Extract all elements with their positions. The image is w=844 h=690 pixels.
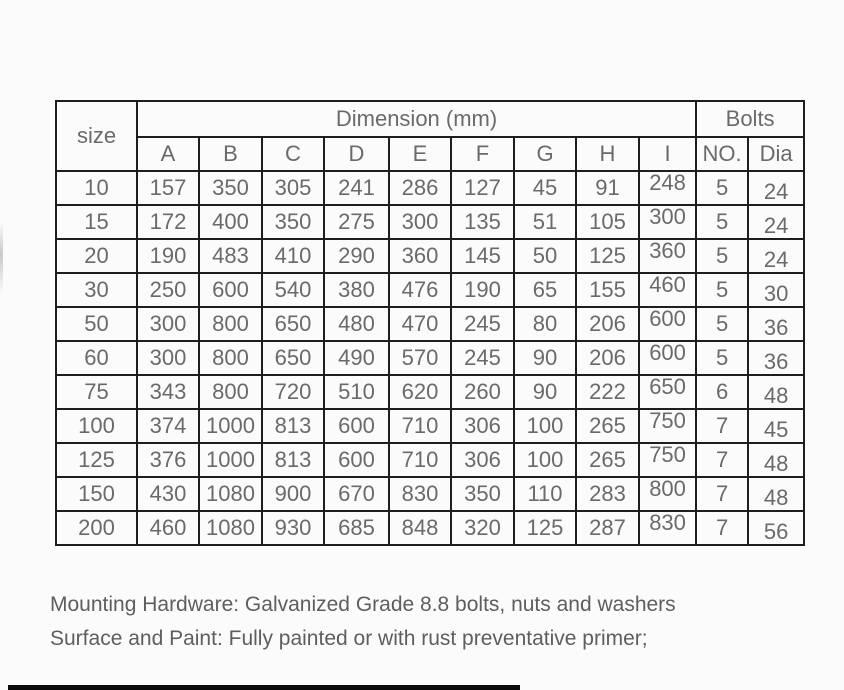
value-cell: 480: [324, 307, 389, 341]
value-cell: 260: [451, 375, 514, 409]
value-cell: 374: [137, 409, 199, 443]
table-row: [56, 409, 804, 443]
table-row: [56, 375, 804, 409]
value-cell: 5: [696, 171, 748, 205]
value-cell: 51: [514, 205, 576, 239]
size-cell: 20: [56, 239, 137, 273]
value-cell: 1080: [199, 511, 262, 545]
value-cell: 5: [696, 205, 748, 239]
value-cell: 1000: [199, 443, 262, 477]
value-cell: 360: [389, 239, 451, 273]
value-cell: 750: [639, 443, 696, 477]
value-cell: 380: [324, 273, 389, 307]
value-cell: 320: [451, 511, 514, 545]
value-cell: 460: [639, 273, 696, 307]
header-row-groups: [56, 101, 804, 137]
size-cell: 100: [56, 409, 137, 443]
column-header-dia: Dia: [748, 137, 804, 171]
value-cell: 5: [696, 341, 748, 375]
bottom-edge-bar: [8, 685, 520, 690]
value-cell: 30: [748, 273, 804, 307]
size-cell: 150: [56, 477, 137, 511]
value-cell: 400: [199, 205, 262, 239]
value-cell: 125: [514, 511, 576, 545]
value-cell: 145: [451, 239, 514, 273]
value-cell: 430: [137, 477, 199, 511]
value-cell: 206: [576, 307, 639, 341]
value-cell: 600: [639, 341, 696, 375]
value-cell: 710: [389, 443, 451, 477]
size-cell: 15: [56, 205, 137, 239]
value-cell: 45: [748, 409, 804, 443]
value-cell: 350: [451, 477, 514, 511]
value-cell: 155: [576, 273, 639, 307]
column-header-h: H: [576, 137, 639, 171]
value-cell: 930: [262, 511, 324, 545]
value-cell: 206: [576, 341, 639, 375]
value-cell: 813: [262, 409, 324, 443]
value-cell: 56: [748, 511, 804, 545]
value-cell: 7: [696, 477, 748, 511]
value-cell: 1080: [199, 477, 262, 511]
value-cell: 570: [389, 341, 451, 375]
size-cell: 50: [56, 307, 137, 341]
value-cell: 650: [262, 307, 324, 341]
value-cell: 800: [199, 375, 262, 409]
column-header-g: G: [514, 137, 576, 171]
value-cell: 287: [576, 511, 639, 545]
table-row: [56, 307, 804, 341]
value-cell: 190: [137, 239, 199, 273]
value-cell: 476: [389, 273, 451, 307]
value-cell: 710: [389, 409, 451, 443]
table-body: [56, 171, 804, 545]
value-cell: 483: [199, 239, 262, 273]
value-cell: 460: [137, 511, 199, 545]
bolts-group-header: Bolts: [696, 101, 804, 137]
value-cell: 105: [576, 205, 639, 239]
value-cell: 90: [514, 375, 576, 409]
value-cell: 800: [199, 341, 262, 375]
value-cell: 600: [199, 273, 262, 307]
value-cell: 250: [137, 273, 199, 307]
value-cell: 36: [748, 307, 804, 341]
value-cell: 90: [514, 341, 576, 375]
value-cell: 135: [451, 205, 514, 239]
mounting-hardware-note: Mounting Hardware: Galvanized Grade 8.8 bolts, nuts and washers: [50, 593, 676, 616]
value-cell: 5: [696, 307, 748, 341]
value-cell: 190: [451, 273, 514, 307]
column-header-c: C: [262, 137, 324, 171]
size-cell: 60: [56, 341, 137, 375]
value-cell: 24: [748, 239, 804, 273]
value-cell: 48: [748, 375, 804, 409]
value-cell: 650: [639, 375, 696, 409]
value-cell: 248: [639, 171, 696, 205]
value-cell: 110: [514, 477, 576, 511]
value-cell: 350: [199, 171, 262, 205]
value-cell: 5: [696, 273, 748, 307]
value-cell: 720: [262, 375, 324, 409]
value-cell: 5: [696, 239, 748, 273]
value-cell: 7: [696, 443, 748, 477]
value-cell: 125: [576, 239, 639, 273]
value-cell: 600: [324, 443, 389, 477]
value-cell: 100: [514, 443, 576, 477]
size-cell: 10: [56, 171, 137, 205]
table-row: [56, 341, 804, 375]
value-cell: 600: [639, 307, 696, 341]
surface-paint-note: Surface and Paint: Fully painted or with rust preventative primer;: [50, 627, 648, 650]
table-row: [56, 171, 804, 205]
table-row: [56, 273, 804, 307]
dimension-group-header: Dimension (mm): [137, 101, 696, 137]
value-cell: 600: [324, 409, 389, 443]
value-cell: 7: [696, 409, 748, 443]
value-cell: 470: [389, 307, 451, 341]
value-cell: 685: [324, 511, 389, 545]
column-header-i: I: [639, 137, 696, 171]
value-cell: 343: [137, 375, 199, 409]
value-cell: 48: [748, 443, 804, 477]
value-cell: 830: [639, 511, 696, 545]
value-cell: 650: [262, 341, 324, 375]
value-cell: 300: [137, 307, 199, 341]
value-cell: 172: [137, 205, 199, 239]
column-header-d: D: [324, 137, 389, 171]
value-cell: 290: [324, 239, 389, 273]
size-cell: 125: [56, 443, 137, 477]
value-cell: 241: [324, 171, 389, 205]
value-cell: 157: [137, 171, 199, 205]
value-cell: 300: [137, 341, 199, 375]
value-cell: 50: [514, 239, 576, 273]
value-cell: 245: [451, 307, 514, 341]
table-row: [56, 511, 804, 545]
dimension-table-container: [55, 100, 805, 546]
value-cell: 306: [451, 409, 514, 443]
value-cell: 283: [576, 477, 639, 511]
value-cell: 7: [696, 511, 748, 545]
value-cell: 800: [639, 477, 696, 511]
value-cell: 80: [514, 307, 576, 341]
value-cell: 265: [576, 443, 639, 477]
size-cell: 75: [56, 375, 137, 409]
dimension-table: [55, 100, 805, 546]
value-cell: 24: [748, 171, 804, 205]
value-cell: 48: [748, 477, 804, 511]
value-cell: 350: [262, 205, 324, 239]
header-row-columns: [56, 137, 804, 171]
value-cell: 1000: [199, 409, 262, 443]
value-cell: 540: [262, 273, 324, 307]
value-cell: 800: [199, 307, 262, 341]
table-row: [56, 205, 804, 239]
value-cell: 305: [262, 171, 324, 205]
value-cell: 6: [696, 375, 748, 409]
value-cell: 670: [324, 477, 389, 511]
value-cell: 245: [451, 341, 514, 375]
value-cell: 300: [389, 205, 451, 239]
column-header-e: E: [389, 137, 451, 171]
value-cell: 900: [262, 477, 324, 511]
value-cell: 265: [576, 409, 639, 443]
size-cell: 30: [56, 273, 137, 307]
value-cell: 490: [324, 341, 389, 375]
column-header-f: F: [451, 137, 514, 171]
value-cell: 65: [514, 273, 576, 307]
size-column-header: size: [56, 101, 137, 171]
value-cell: 360: [639, 239, 696, 273]
value-cell: 306: [451, 443, 514, 477]
value-cell: 286: [389, 171, 451, 205]
value-cell: 36: [748, 341, 804, 375]
column-header-a: A: [137, 137, 199, 171]
value-cell: 300: [639, 205, 696, 239]
table-row: [56, 239, 804, 273]
value-cell: 275: [324, 205, 389, 239]
value-cell: 410: [262, 239, 324, 273]
value-cell: 510: [324, 375, 389, 409]
value-cell: 100: [514, 409, 576, 443]
value-cell: 127: [451, 171, 514, 205]
table-row: [56, 443, 804, 477]
value-cell: 45: [514, 171, 576, 205]
value-cell: 830: [389, 477, 451, 511]
value-cell: 750: [639, 409, 696, 443]
value-cell: 24: [748, 205, 804, 239]
column-header-b: B: [199, 137, 262, 171]
value-cell: 620: [389, 375, 451, 409]
size-cell: 200: [56, 511, 137, 545]
left-edge-artifact: [0, 222, 3, 294]
value-cell: 376: [137, 443, 199, 477]
column-header-no: NO.: [696, 137, 748, 171]
value-cell: 848: [389, 511, 451, 545]
table-row: [56, 477, 804, 511]
value-cell: 813: [262, 443, 324, 477]
value-cell: 222: [576, 375, 639, 409]
value-cell: 91: [576, 171, 639, 205]
notes-block: [50, 588, 676, 656]
